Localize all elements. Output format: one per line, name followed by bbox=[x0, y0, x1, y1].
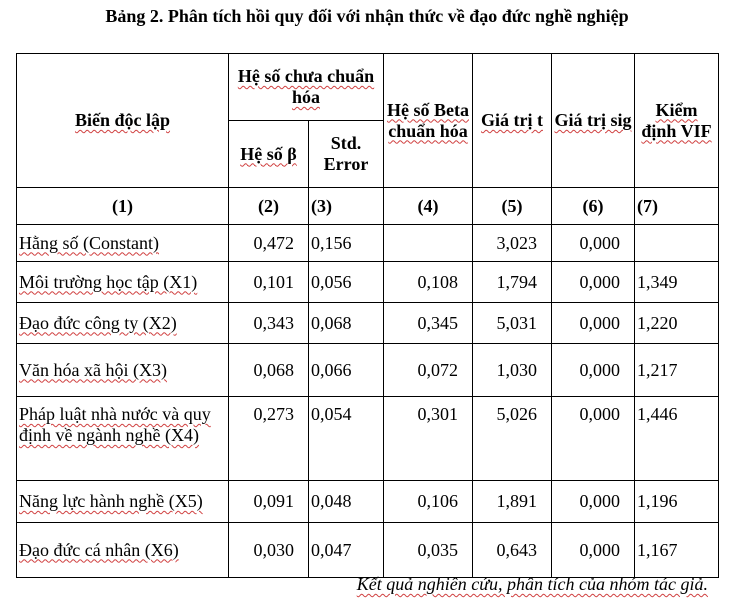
cell-se: 0,056 bbox=[309, 262, 384, 303]
row-name: Đạo đức công ty (X2) bbox=[17, 303, 229, 344]
cell-vif: 1,220 bbox=[635, 303, 719, 344]
cell-se: 0,054 bbox=[309, 397, 384, 481]
col-number: (6) bbox=[552, 188, 635, 225]
row-name: Môi trường học tập (X1) bbox=[17, 262, 229, 303]
cell-t: 1,794 bbox=[473, 262, 552, 303]
cell-t: 1,891 bbox=[473, 481, 552, 523]
cell-beta: 0,108 bbox=[384, 262, 473, 303]
col-number: (1) bbox=[17, 188, 229, 225]
cell-b: 0,273 bbox=[229, 397, 309, 481]
table-row bbox=[17, 523, 719, 578]
table-row bbox=[17, 303, 719, 344]
header-he-so-chua-chuan-hoa: Hệ số chưa chuẩn hóa bbox=[229, 54, 384, 121]
col-number: (4) bbox=[384, 188, 473, 225]
header-he-so-beta: Hệ số β bbox=[229, 121, 309, 188]
cell-beta: 0,072 bbox=[384, 344, 473, 397]
cell-vif: 1,167 bbox=[635, 523, 719, 578]
col-number: (3) bbox=[309, 188, 384, 225]
cell-b: 0,343 bbox=[229, 303, 309, 344]
cell-b: 0,091 bbox=[229, 481, 309, 523]
cell-beta: 0,345 bbox=[384, 303, 473, 344]
cell-b: 0,101 bbox=[229, 262, 309, 303]
cell-beta: 0,301 bbox=[384, 397, 473, 481]
header-std-error: Std. Error bbox=[309, 121, 384, 188]
cell-t: 0,643 bbox=[473, 523, 552, 578]
cell-se: 0,047 bbox=[309, 523, 384, 578]
cell-vif: 1,217 bbox=[635, 344, 719, 397]
cell-vif bbox=[635, 225, 719, 262]
table-row bbox=[17, 397, 719, 481]
cell-t: 5,031 bbox=[473, 303, 552, 344]
col-number: (5) bbox=[473, 188, 552, 225]
col-number: (2) bbox=[229, 188, 309, 225]
header-kiem-dinh-vif: Kiểm định VIF bbox=[635, 54, 719, 188]
cell-sig: 0,000 bbox=[552, 523, 635, 578]
table-row bbox=[17, 481, 719, 523]
cell-b: 0,030 bbox=[229, 523, 309, 578]
cell-se: 0,156 bbox=[309, 225, 384, 262]
table-title: Bảng 2. Phân tích hồi quy đối với nhận thức về đạo đức nghề nghiệp bbox=[105, 6, 629, 26]
cell-se: 0,068 bbox=[309, 303, 384, 344]
cell-beta: 0,106 bbox=[384, 481, 473, 523]
column-number-row bbox=[17, 188, 719, 225]
header-beta-chuan-hoa: Hệ số Beta chuẩn hóa bbox=[384, 54, 473, 188]
cell-t: 5,026 bbox=[473, 397, 552, 481]
cell-sig: 0,000 bbox=[552, 481, 635, 523]
cell-t: 3,023 bbox=[473, 225, 552, 262]
table-row bbox=[17, 344, 719, 397]
cell-se: 0,066 bbox=[309, 344, 384, 397]
row-name: Đạo đức cá nhân (X6) bbox=[17, 523, 229, 578]
cell-beta bbox=[384, 225, 473, 262]
row-name: Văn hóa xã hội (X3) bbox=[17, 344, 229, 397]
cell-vif: 1,349 bbox=[635, 262, 719, 303]
source-note: Kết quả nghiên cứu, phân tích của nhóm tác giả. bbox=[356, 574, 708, 594]
row-name: Năng lực hành nghề (X5) bbox=[17, 481, 229, 523]
cell-vif: 1,446 bbox=[635, 397, 719, 481]
cell-b: 0,068 bbox=[229, 344, 309, 397]
cell-sig: 0,000 bbox=[552, 262, 635, 303]
cell-sig: 0,000 bbox=[552, 344, 635, 397]
cell-t: 1,030 bbox=[473, 344, 552, 397]
regression-table bbox=[16, 53, 719, 578]
cell-b: 0,472 bbox=[229, 225, 309, 262]
cell-sig: 0,000 bbox=[552, 225, 635, 262]
header-gia-tri-t: Giá trị t bbox=[473, 54, 552, 188]
table-row bbox=[17, 262, 719, 303]
row-name: Hằng số (Constant) bbox=[17, 225, 229, 262]
cell-sig: 0,000 bbox=[552, 303, 635, 344]
cell-beta: 0,035 bbox=[384, 523, 473, 578]
cell-sig: 0,000 bbox=[552, 397, 635, 481]
cell-vif: 1,196 bbox=[635, 481, 719, 523]
row-name: Pháp luật nhà nước và quy định về ngành nghề (X4) bbox=[17, 397, 229, 481]
header-gia-tri-sig: Giá trị sig bbox=[552, 54, 635, 188]
col-number: (7) bbox=[635, 188, 719, 225]
cell-se: 0,048 bbox=[309, 481, 384, 523]
header-bien-doc-lap: Biến độc lập bbox=[17, 54, 229, 188]
table-row bbox=[17, 225, 719, 262]
